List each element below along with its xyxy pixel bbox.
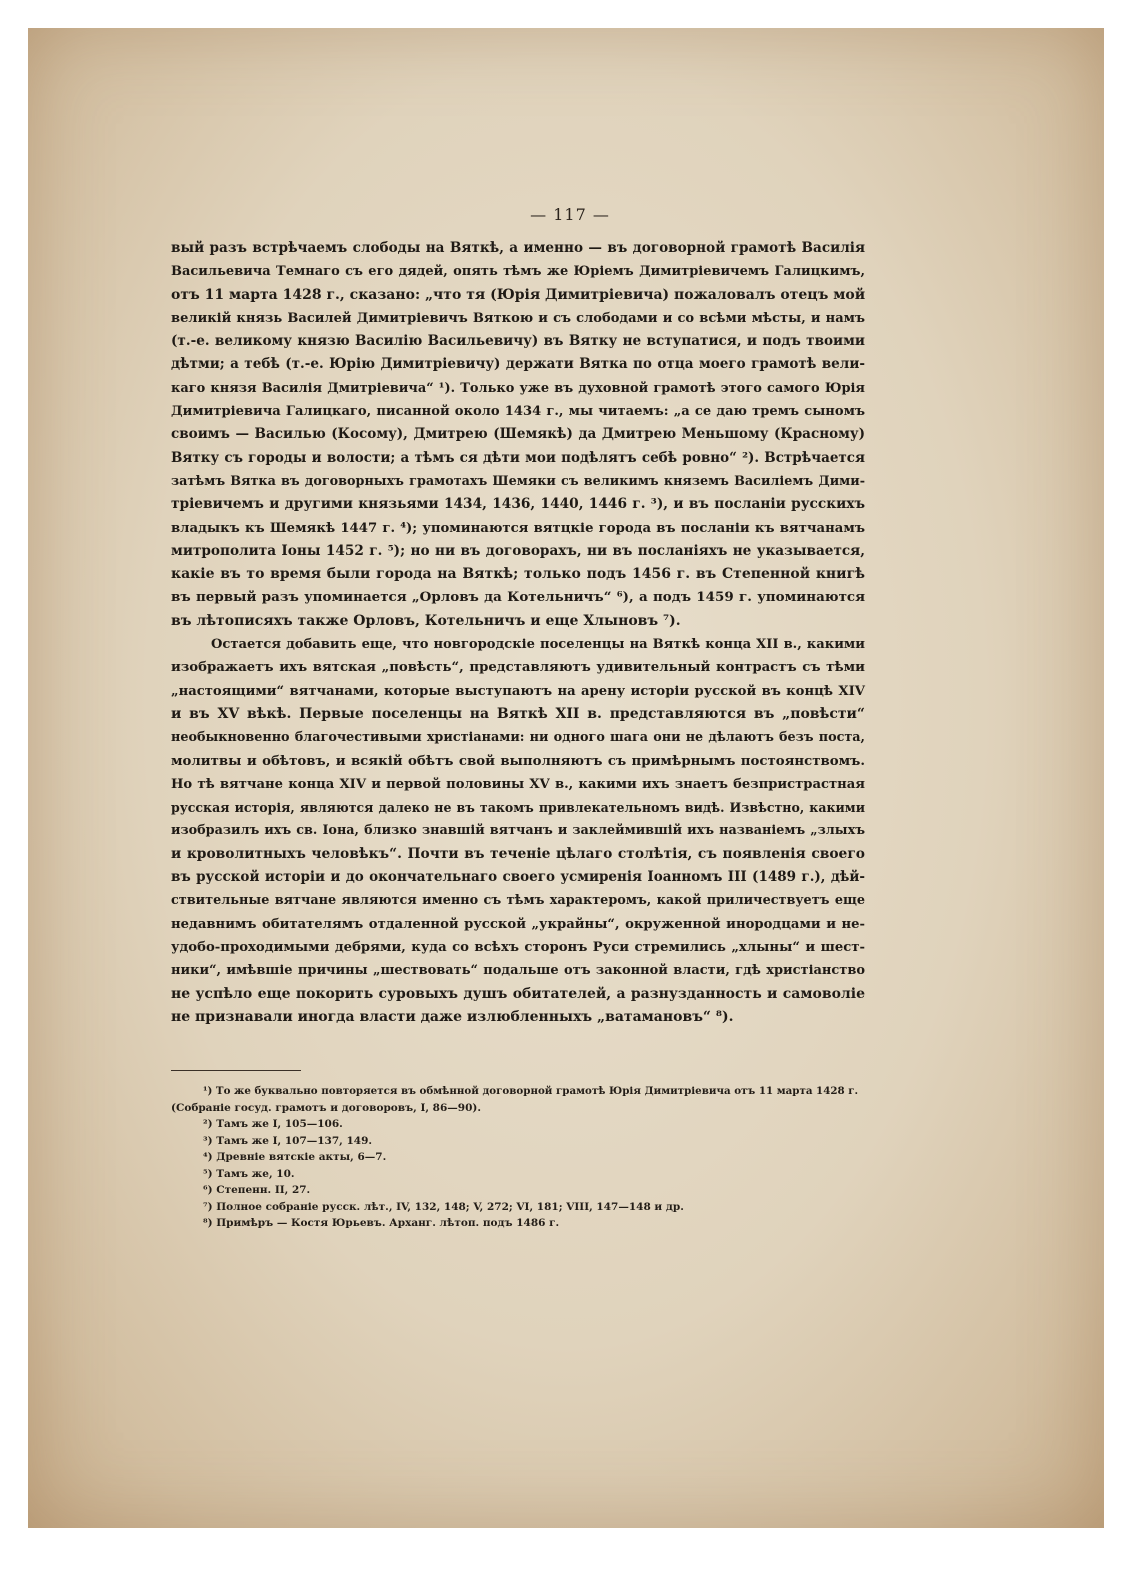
- text-line: Васильевича Темнаго съ его дядей, опять тѣмъ же Юріемъ Димитріевичемъ Галицкимъ,: [171, 264, 865, 280]
- text-line: какіе въ то время были города на Вяткѣ; только подъ 1456 г. въ Степенной книгѣ: [171, 566, 865, 583]
- text-line: великій князь Василей Димитріевичъ Вяткою и съ слободами и со всѣми мѣсты, и намъ: [171, 310, 865, 326]
- text-line: молитвы и обѣтовъ, и всякій обѣтъ свой выполняютъ съ примѣрнымъ постоянствомъ.: [171, 753, 865, 769]
- text-line: затѣмъ Вятка въ договорныхъ грамотахъ Шемяки съ великимъ княземъ Василіемъ Дими-: [171, 473, 865, 489]
- text-line: вый разъ встрѣчаемъ слободы на Вяткѣ, а именно — въ договорной грамотѣ Василія: [171, 240, 865, 256]
- footnote-6: ⁶) Степенн. II, 27.: [203, 1184, 311, 1196]
- text-line: въ лѣтописяхъ также Орловъ, Котельничъ и еще Хлыновъ ⁷).: [171, 612, 681, 629]
- text-line: изобразилъ ихъ св. Іона, близко знавшій вятчанъ и заклеймившій ихъ названіемъ „злыхъ: [171, 823, 865, 839]
- text-line: не признавали иногда власти даже излюбленныхъ „ватамановъ“ ⁸).: [171, 1008, 734, 1025]
- footnotes: [171, 1083, 865, 1232]
- body-text: [171, 237, 865, 1029]
- text-line: изображаетъ ихъ вятская „повѣсть“, представляютъ удивительный контрастъ съ тѣми: [171, 660, 865, 676]
- footnote-3: ³) Тамъ же I, 107—137, 149.: [203, 1134, 373, 1147]
- text-line: каго князя Василія Дмитріевича“ ¹). Только уже въ духовной грамотѣ этого самого Юрія: [171, 380, 865, 396]
- text-line: и въ XV вѣкѣ. Первые поселенцы на Вяткѣ XII в. представляются въ „повѣсти“: [171, 705, 865, 722]
- text-line: дѣтми; а тебѣ (т.-е. Юрію Димитріевичу) держати Вятка по отца моего грамотѣ вели-: [171, 356, 865, 373]
- footnote-1-continued: (Собраніе госуд. грамотъ и договоровъ, I, 86—90).: [171, 1101, 482, 1114]
- text-line: тріевичемъ и другими князьями 1434, 1436, 1440, 1446 г. ³), и въ посланіи русскихъ: [171, 496, 865, 513]
- footnote-divider: [171, 1070, 301, 1071]
- text-line: Вятку съ городы и волости; а тѣмъ ся дѣти мои подѣлятъ себѣ ровно“ ²). Встрѣчается: [171, 449, 865, 466]
- footnote-5: ⁵) Тамъ же, 10.: [203, 1167, 295, 1180]
- text-line: и кроволитныхъ человѣкъ“. Почти въ теченіе цѣлаго столѣтія, съ появленія своего: [171, 845, 865, 862]
- footnote-4: ⁴) Древніе вятскіе акты, 6—7.: [203, 1151, 387, 1163]
- text-line: въ первый разъ упоминается „Орловъ да Котельничъ“ ⁶), а подъ 1459 г. упоминаются: [171, 589, 865, 606]
- text-line: ствительные вятчане являются именно съ тѣмъ характеромъ, какой приличествуетъ еще: [171, 893, 865, 909]
- text-line: „настоящими“ вятчанами, которые выступаютъ на арену исторіи русской въ концѣ XIV: [171, 683, 865, 699]
- text-line: митрополита Іоны 1452 г. ⁵); но ни въ договорахъ, ни въ посланіяхъ не указывается,: [171, 542, 865, 559]
- text-line: ники“, имѣвшіе причины „шествовать“ подальше отъ законной власти, гдѣ христіанство: [171, 963, 865, 979]
- text-line: необыкновенно благочестивыми христіанами: ни одного шага они не дѣлаютъ безъ поста,: [171, 730, 865, 746]
- footnote-7: ⁷) Полное собраніе русск. лѣт., IV, 132, 148; V, 272; VI, 181; VIII, 147—148 и др.: [203, 1200, 684, 1213]
- text-line: (т.-е. великому князю Василію Васильевичу) въ Вятку не вступатися, и подъ твоими: [171, 333, 865, 350]
- text-line: владыкъ къ Шемякѣ 1447 г. ⁴); упоминаются вятцкіе города въ посланіи къ вятчанамъ: [171, 520, 865, 536]
- text-line: русская исторія, являются далеко не въ такомъ привлекательномъ видѣ. Извѣстно, какими: [171, 800, 865, 816]
- text-line: удобо-проходимыми дебрями, куда со всѣхъ сторонъ Руси стремились „хлыны“ и шест-: [171, 939, 865, 955]
- footnote-8: ⁸) Примѣръ — Костя Юрьевъ. Арханг. лѣтоп. подъ 1486 г.: [203, 1217, 560, 1229]
- text-line: не успѣло еще покорить суровыхъ душъ обитателей, а разнузданность и самоволіе: [171, 985, 865, 1002]
- footnote-2: ²) Тамъ же I, 105—106.: [203, 1118, 343, 1130]
- text-line: своимъ — Василью (Косому), Дмитрею (Шемякѣ) да Дмитрею Меньшому (Красному): [171, 426, 865, 443]
- text-line: Димитріевича Галицкаго, писанной около 1434 г., мы читаемъ: „а се даю тремъ сыномъ: [171, 404, 865, 420]
- text-line: отъ 11 марта 1428 г., сказано: „что тя (Юрія Димитріевича) пожаловалъ отецъ мой: [171, 286, 866, 303]
- text-line: недавнимъ обитателямъ отдаленной русской „украйны“, окруженной инородцами и не-: [171, 916, 865, 932]
- text-line: Остается добавить еще, что новгородскіе поселенцы на Вяткѣ конца XII в., какими: [211, 637, 865, 653]
- text-line: Но тѣ вятчане конца XIV и первой половины XV в., какими ихъ знаетъ безпристрастная: [171, 776, 865, 792]
- footnote-1: ¹) То же буквально повторяется въ обмѣнной договорной грамотѣ Юрія Димитріевича отъ 11 марта 1428 г.: [203, 1085, 859, 1097]
- page-number: — 117 —: [530, 205, 610, 224]
- text-line: въ русской исторіи и до окончательнаго своего усмиренія Іоанномъ III (1489 г.), дѣй-: [171, 869, 865, 886]
